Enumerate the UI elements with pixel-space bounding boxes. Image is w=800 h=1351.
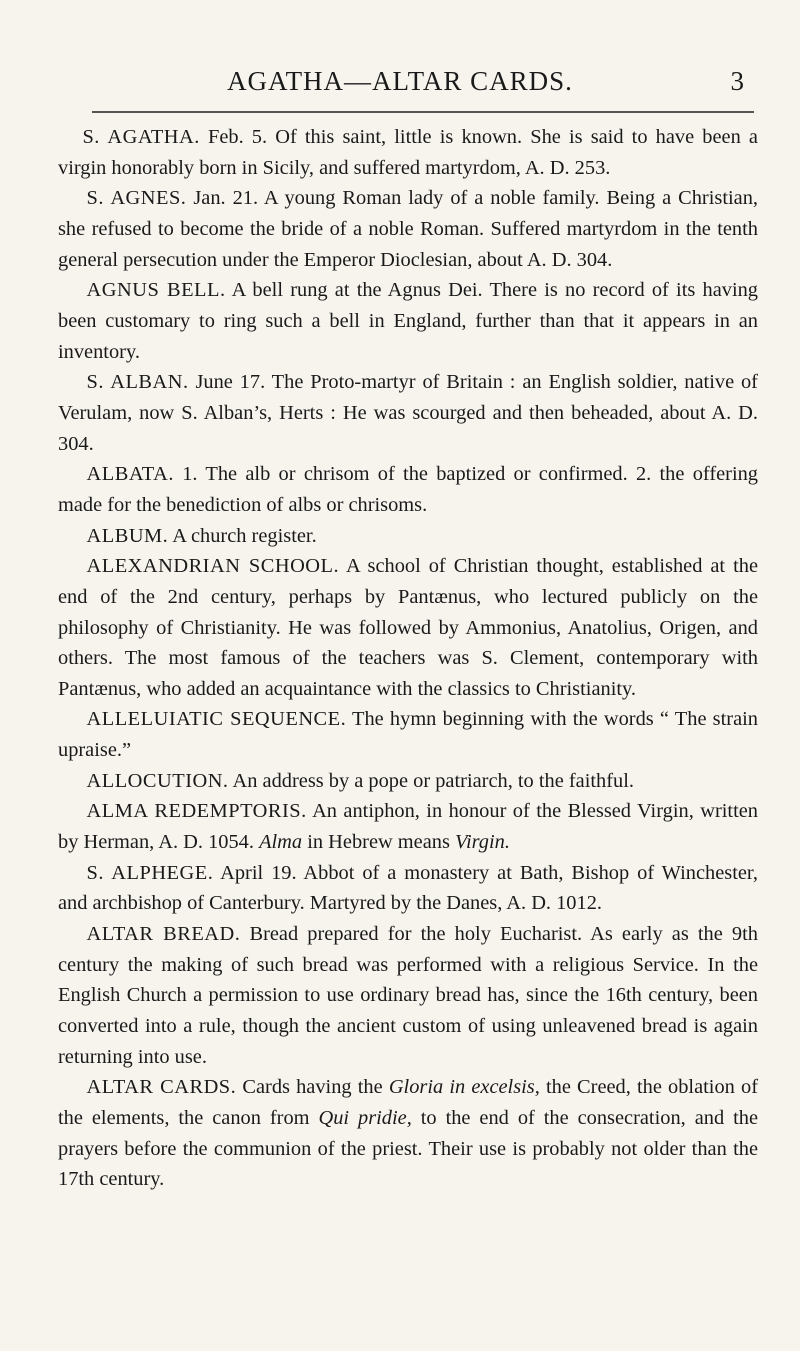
entry-text: in Hebrew means <box>307 831 450 854</box>
headword: S. AGATHA. <box>82 126 200 148</box>
entry-text: An address by a pope or patriarch, to the faithful. <box>232 769 634 792</box>
entry-s-agatha <box>58 122 758 183</box>
entry-text: 1. The alb or chrisom of the baptized or confirmed. 2. the offering made for the benediction of albs or chrisoms. <box>58 463 758 516</box>
entry-albata <box>58 459 758 520</box>
entry-text: A church register. <box>172 524 317 547</box>
entry-text: An antiphon, in honour of the Blessed Virgin, written by Herman, A. D. 1054. <box>58 800 758 854</box>
headword: S. AGNES. <box>86 187 187 210</box>
headword: S. ALPHEGE. <box>86 861 214 884</box>
entry-text: to the end of the consecration, and the prayers before the communion of the priest. Their use is probably not older than the 17th century. <box>58 1107 758 1191</box>
entry-alma-redemptoris <box>58 796 758 857</box>
italic-term: Virgin. <box>455 831 510 854</box>
headword: S. ALBAN. <box>86 371 189 394</box>
entry-text: the Creed, the oblation of the elements, the canon from <box>58 1076 758 1129</box>
entry-agnus-bell <box>58 275 758 367</box>
italic-term: Qui pridie, <box>318 1107 412 1129</box>
entry-s-alphege <box>58 858 758 919</box>
entry-alleluiatic-sequence <box>58 704 758 765</box>
entry-altar-cards <box>58 1072 758 1195</box>
entry-alexandrian-school <box>58 551 758 704</box>
italic-term: Gloria in excelsis, <box>388 1076 540 1099</box>
entry-album <box>58 521 758 552</box>
headword: ALLOCUTION. <box>86 769 229 792</box>
headword: ALTAR CARDS. <box>86 1076 237 1099</box>
body-text <box>58 122 758 1195</box>
entry-text: June 17. The Proto-martyr of Britain : an English soldier, native of Verulam, now S. Alban’s, Herts : He was scourged and then beheaded, about A. D. 304. <box>58 371 758 455</box>
entry-text: Cards having the <box>242 1076 383 1099</box>
entry-s-alban <box>58 367 758 459</box>
entry-text: Bread prepared for the holy Eucharist. As early as the 9th century the making of such bread was performed with a religious Service. In the English Church a permission to use ordinary bread has, since the 16th century, been converted into a rule, though the ancient custom of using unleavened bread is again returning into use. <box>58 923 758 1068</box>
headword: ALLELUIATIC SEQUENCE. <box>86 708 347 731</box>
headword: ALEXANDRIAN SCHOOL. <box>86 555 340 578</box>
headword: ALMA REDEMPTORIS. <box>86 800 307 823</box>
italic-term: Alma <box>259 831 303 854</box>
entry-s-agnes <box>58 183 758 275</box>
entry-text: The hymn beginning with the words “ The strain upraise.” <box>58 708 758 762</box>
entry-allocution <box>58 766 758 797</box>
entry-text: Jan. 21. A young Roman lady of a noble family. Being a Christian, she refused to become the bride of a noble Roman. Suffered martyrdom in the tenth general persecution under the Emperor Dioclesian, about A. D. 304. <box>58 187 758 271</box>
entry-text: A school of Christian thought, established at the end of the 2nd century, perhaps by Pantænus, who lectured publicly on the philosophy of Christianity. He was followed by Ammonius, Anatolius, Origen, and others. The most famous of the teachers was S. Clement, contemporary with Pantænus, who added an acquaintance with the classics to Christianity. <box>58 555 758 700</box>
running-title: AGATHA—ALTAR CARDS. <box>227 66 573 96</box>
header-rule <box>92 111 754 113</box>
entry-text: Feb. 5. Of this saint, little is known. She is said to have been a virgin honorably born in Sicily, and suffered martyrdom, A. D. 253. <box>58 126 758 179</box>
entry-text: April 19. Abbot of a monastery at Bath, Bishop of Winchester, and archbishop of Canterbury. Martyred by the Danes, A. D. 1012. <box>58 861 758 915</box>
headword: ALTAR BREAD. <box>86 923 241 946</box>
headword: AGNUS BELL. <box>86 279 226 302</box>
headword: ALBATA. <box>86 463 174 486</box>
entry-altar-bread <box>58 919 758 1072</box>
running-head <box>0 66 800 106</box>
entry-text: A bell rung at the Agnus Dei. There is no record of its having been customary to ring such a bell in England, further than that it appears in an inventory. <box>58 279 759 363</box>
page-number: 3 <box>730 66 744 96</box>
headword: ALBUM. <box>86 524 169 547</box>
